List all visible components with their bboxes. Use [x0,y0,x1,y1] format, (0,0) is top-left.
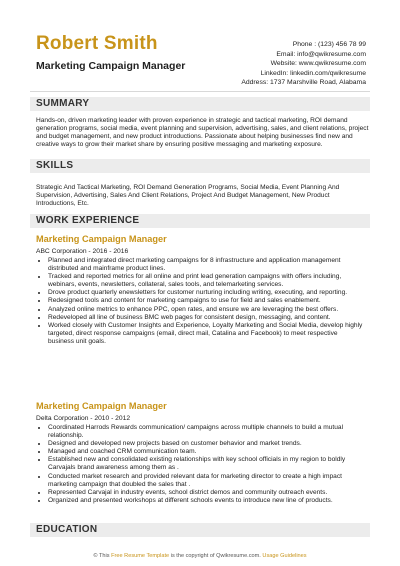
job-bullet: • Organized and presented workshops at different schools events to introduce new line of products. [48,497,364,505]
summary-heading: SUMMARY [36,98,90,109]
education-heading: EDUCATION [36,524,98,535]
header-divider [30,91,370,92]
experience-heading-bar [30,214,370,228]
job-bullet: • Tracked and reported metrics for all online and print lead generation campaigns with offers including, webinars, events, newsletters, collateral, sales tools, and telemarketing services. [48,273,364,289]
education-heading-bar [30,523,370,537]
footer-prefix: © This [93,553,112,559]
job-bullets [36,424,364,505]
footer-copyright: is the copyright of Qwikresume.com. [169,553,263,559]
contact-website[interactable]: Website: www.qwikresume.com [270,60,366,68]
skills-heading: SKILLS [36,160,74,171]
job-bullet: • Established new and consolidated existing relationships with key school officials in my region to boldly Carvajals brand awareness among them as . [48,456,364,472]
contact-linkedin[interactable]: LinkedIn: linkedin.com/qwikresume [260,69,366,77]
job-bullets [36,257,364,346]
job-bullet: • Worked closely with Customer Insights and Experience, Loyalty Marketing and Social Media, develop highly targeted, direct response campaigns (email, direct mail, Catalina and Facebook) to meet respective business unit goals. [48,322,364,346]
contact-address: Address: 1737 Marshville Road, Alabama [241,79,366,87]
job-bullet: • Conducted market research and provided relevant data for marketing director to create a high impact marketing campaign that doubled the sales that . [48,473,364,489]
footer-template-link[interactable]: Free Resume Template [111,553,170,559]
candidate-title: Marketing Campaign Manager [36,60,186,72]
job-company: ABC Corporation - 2016 - 2016 [36,248,129,255]
job-bullet: • Redesigned tools and content for marketing campaigns to use for field and sales enablement. [48,297,364,305]
contact-block [241,40,366,88]
summary-heading-bar [30,97,370,111]
skills-text: Strategic And Tactical Marketing, ROI Demand Generation Programs, Social Media, Event Planning And Supervision, Advertising, Sales And Client Relations, Project And Budget Management, New Product Introductions, Etc. [36,184,340,208]
experience-heading: WORK EXPERIENCE [36,215,140,226]
job-title: Marketing Campaign Manager [36,401,167,411]
contact-phone: Phone : (123) 456 78 99 [292,41,366,48]
job-title: Marketing Campaign Manager [36,234,167,244]
candidate-name: Robert Smith [36,33,158,54]
skills-heading-bar [30,159,370,173]
contact-email[interactable]: Email: info@qwikresume.com [276,50,366,58]
job-bullet: • Coordinated Harrods Rewards communication/ campaigns across multiple channels to build a mutual relationship. [48,424,364,440]
page-footer [0,553,400,559]
job-bullet: • Planned and integrated direct marketing campaigns for 8 infrastructure and application management distributed and mainframe product lines. [48,257,364,273]
job-bullet: • Managed and coached CRM communication team. [48,448,364,456]
job-bullet: • Designed and developed new projects based on customer behavior and market trends. [48,440,364,448]
footer-guidelines-link[interactable]: Usage Guidelines [262,553,307,559]
job-bullet: • Analyzed online metrics to enhance PPC, open rates, and ensure we are leveraging the best offers. [48,306,364,314]
job-bullet: • Drove product quarterly enewsletters for customer nurturing including writing, executing, and reporting. [48,289,364,297]
summary-text: Hands-on, driven marketing leader with proven experience in strategic and tactical marketing, ROI demand generation programs, social media, event planning and supervision, advertising, sales, and client relations, project and budget management, and new product introductions. Passionate about helping businesses find new and creative ways to grow their market share by ensuring positive messaging and marketing exposure. [36,117,369,149]
job-bullet: • Redeveloped all line of business BMC web pages for consistent design, messaging, and content. [48,314,364,322]
job-bullet: • Represented Carvajal in industry events, school district demos and community outreach events. [48,489,364,497]
job-company: Delta Corporation - 2010 - 2012 [36,415,131,422]
